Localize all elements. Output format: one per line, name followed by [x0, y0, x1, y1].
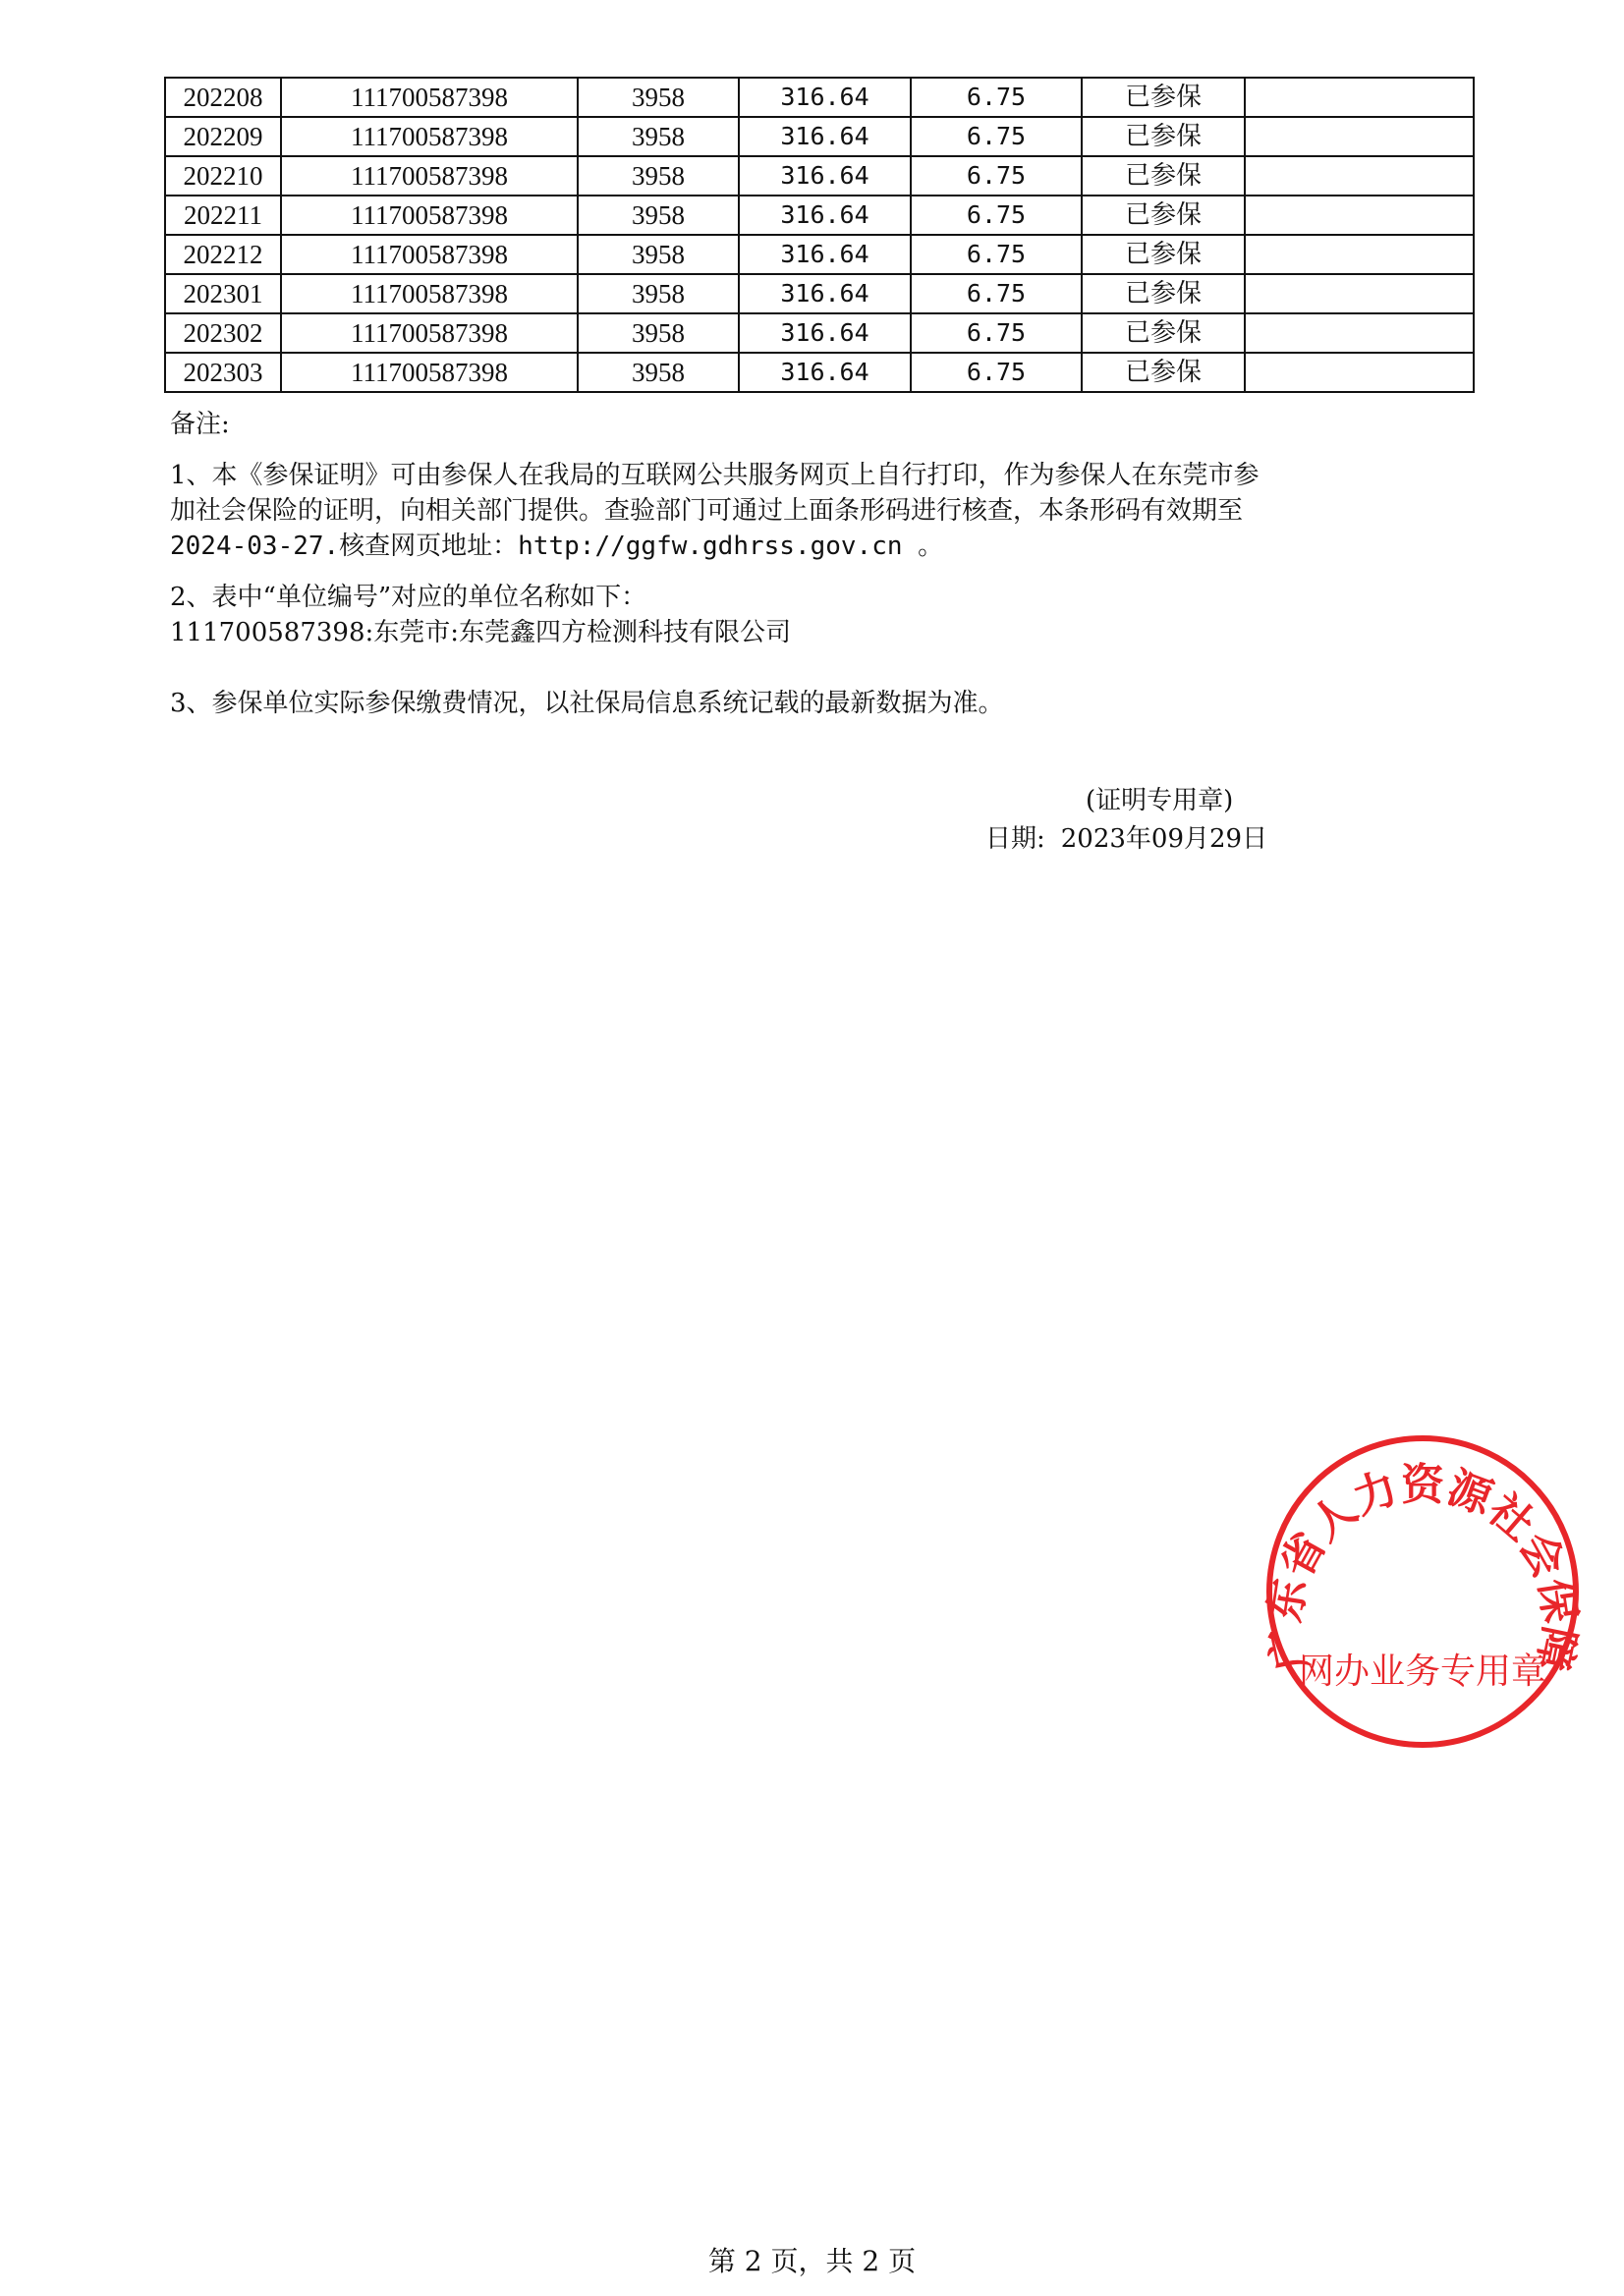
cell-unit-code: 111700587398 [281, 353, 578, 392]
cell-remark [1245, 156, 1474, 196]
notes-heading: 备注: [170, 410, 230, 439]
cell-unit-code: 111700587398 [281, 196, 578, 235]
note-1-line-3: 2024-03-27.核查网页地址：http://ggfw.gdhrss.gov.cn 。 [170, 532, 944, 561]
cell-personal-amount: 6.75 [911, 274, 1082, 313]
certification-label: (证明专用章) [1086, 786, 1234, 815]
cell-remark [1245, 117, 1474, 156]
note-3: 3、参保单位实际参保缴费情况，以社保局信息系统记载的最新数据为准。 [170, 689, 1004, 718]
table-row [165, 117, 1474, 156]
cell-status: 已参保 [1082, 313, 1245, 353]
cell-unit-amount: 316.64 [739, 353, 911, 392]
cell-status: 已参保 [1082, 117, 1245, 156]
note-1-line-1: 1、本《参保证明》可由参保人在我局的互联网公共服务网页上自行打印，作为参保人在东莞市参 [170, 461, 1260, 490]
table-row [165, 313, 1474, 353]
table-row [165, 156, 1474, 196]
cell-base: 3958 [578, 313, 739, 353]
cell-base: 3958 [578, 235, 739, 274]
cell-remark [1245, 235, 1474, 274]
cell-period: 202212 [165, 235, 281, 274]
cell-period: 202301 [165, 274, 281, 313]
table-body [165, 78, 1474, 392]
cell-remark [1245, 313, 1474, 353]
cell-remark [1245, 78, 1474, 117]
contribution-table [164, 77, 1475, 393]
cell-status: 已参保 [1082, 196, 1245, 235]
cell-unit-code: 111700587398 [281, 274, 578, 313]
table-row [165, 78, 1474, 117]
note-2-line-1: 2、表中“单位编号”对应的单位名称如下： [170, 583, 647, 612]
cell-base: 3958 [578, 353, 739, 392]
cell-status: 已参保 [1082, 156, 1245, 196]
cell-status: 已参保 [1082, 235, 1245, 274]
cell-base: 3958 [578, 117, 739, 156]
cell-unit-amount: 316.64 [739, 196, 911, 235]
cell-unit-code: 111700587398 [281, 78, 578, 117]
cell-personal-amount: 6.75 [911, 78, 1082, 117]
cell-unit-code: 111700587398 [281, 235, 578, 274]
cell-base: 3958 [578, 274, 739, 313]
cell-period: 202302 [165, 313, 281, 353]
notes-section [170, 407, 1486, 721]
cell-remark [1245, 196, 1474, 235]
note-1-line-2: 加社会保险的证明，向相关部门提供。查验部门可通过上面条形码进行核查，本条形码有效期至 [170, 496, 1244, 526]
cell-unit-amount: 316.64 [739, 313, 911, 353]
cell-unit-amount: 316.64 [739, 274, 911, 313]
cell-period: 202210 [165, 156, 281, 196]
date-value: 2023年09月29日 [1060, 824, 1268, 854]
cell-period: 202303 [165, 353, 281, 392]
cell-personal-amount: 6.75 [911, 353, 1082, 392]
cell-unit-amount: 316.64 [739, 78, 911, 117]
cell-unit-code: 111700587398 [281, 117, 578, 156]
official-seal [1260, 1429, 1585, 1754]
cell-unit-amount: 316.64 [739, 156, 911, 196]
cell-status: 已参保 [1082, 78, 1245, 117]
cell-base: 3958 [578, 156, 739, 196]
cell-personal-amount: 6.75 [911, 313, 1082, 353]
cell-unit-amount: 316.64 [739, 235, 911, 274]
cell-remark [1245, 274, 1474, 313]
cell-period: 202211 [165, 196, 281, 235]
cell-unit-code: 111700587398 [281, 313, 578, 353]
cell-personal-amount: 6.75 [911, 235, 1082, 274]
page-footer: 第 2 页，共 2 页 [707, 2245, 917, 2277]
cell-period: 202209 [165, 117, 281, 156]
cell-base: 3958 [578, 78, 739, 117]
note-2-line-2: 111700587398:东莞市:东莞鑫四方检测科技有限公司 [170, 618, 792, 647]
cell-remark [1245, 353, 1474, 392]
cell-unit-amount: 316.64 [739, 117, 911, 156]
seal-arc-text: 广东省人力资源社会保障 [1260, 1459, 1585, 1675]
table-row [165, 235, 1474, 274]
seal-bottom-text: 网办业务专用章 [1298, 1652, 1547, 1692]
cell-base: 3958 [578, 196, 739, 235]
table-row [165, 196, 1474, 235]
table-row [165, 353, 1474, 392]
cell-unit-code: 111700587398 [281, 156, 578, 196]
date-line [985, 821, 1267, 857]
date-label: 日期: [985, 824, 1045, 854]
cell-status: 已参保 [1082, 353, 1245, 392]
table-row [165, 274, 1474, 313]
cell-period: 202208 [165, 78, 281, 117]
cell-personal-amount: 6.75 [911, 196, 1082, 235]
cell-status: 已参保 [1082, 274, 1245, 313]
cell-personal-amount: 6.75 [911, 117, 1082, 156]
cell-personal-amount: 6.75 [911, 156, 1082, 196]
